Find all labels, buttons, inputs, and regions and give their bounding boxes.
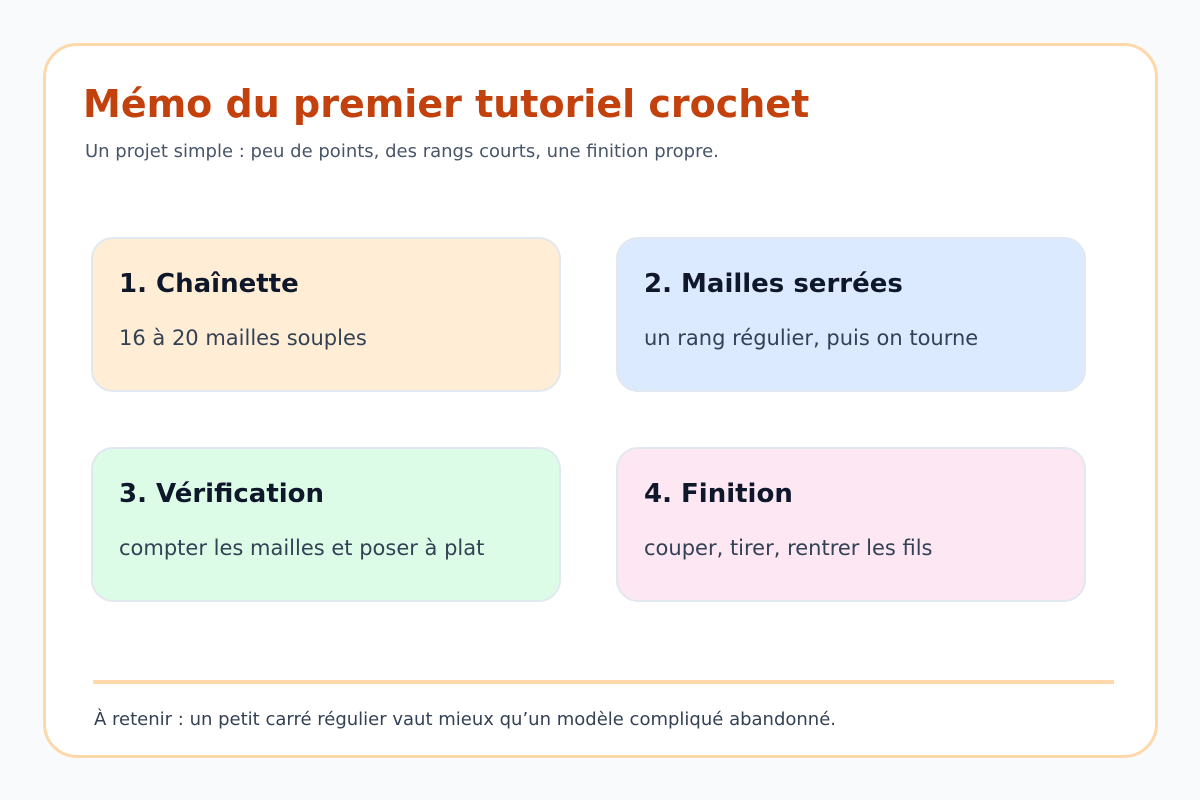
page-subtitle: Un projet simple : peu de points, des rangs courts, une finition propre. bbox=[85, 141, 719, 162]
step-text: 16 à 20 mailles souples bbox=[119, 326, 367, 350]
step-title: 1. Chaînette bbox=[119, 269, 299, 299]
step-text: couper, tirer, rentrer les fils bbox=[644, 536, 933, 560]
step-text: compter les mailles et poser à plat bbox=[119, 536, 485, 560]
divider bbox=[93, 680, 1114, 684]
step-card-finition bbox=[616, 447, 1086, 602]
step-title: 4. Finition bbox=[644, 479, 793, 509]
step-card-chainette bbox=[91, 237, 561, 392]
step-card-mailles-serrees bbox=[616, 237, 1086, 392]
page-title: Mémo du premier tutoriel crochet bbox=[83, 82, 810, 126]
footer-note: À retenir : un petit carré régulier vaut mieux qu’un modèle compliqué abandonné. bbox=[94, 709, 837, 730]
step-title: 2. Mailles serrées bbox=[644, 269, 903, 299]
memo-card bbox=[43, 43, 1158, 758]
step-title: 3. Vérification bbox=[119, 479, 325, 509]
step-card-verification bbox=[91, 447, 561, 602]
step-text: un rang régulier, puis on tourne bbox=[644, 326, 979, 350]
